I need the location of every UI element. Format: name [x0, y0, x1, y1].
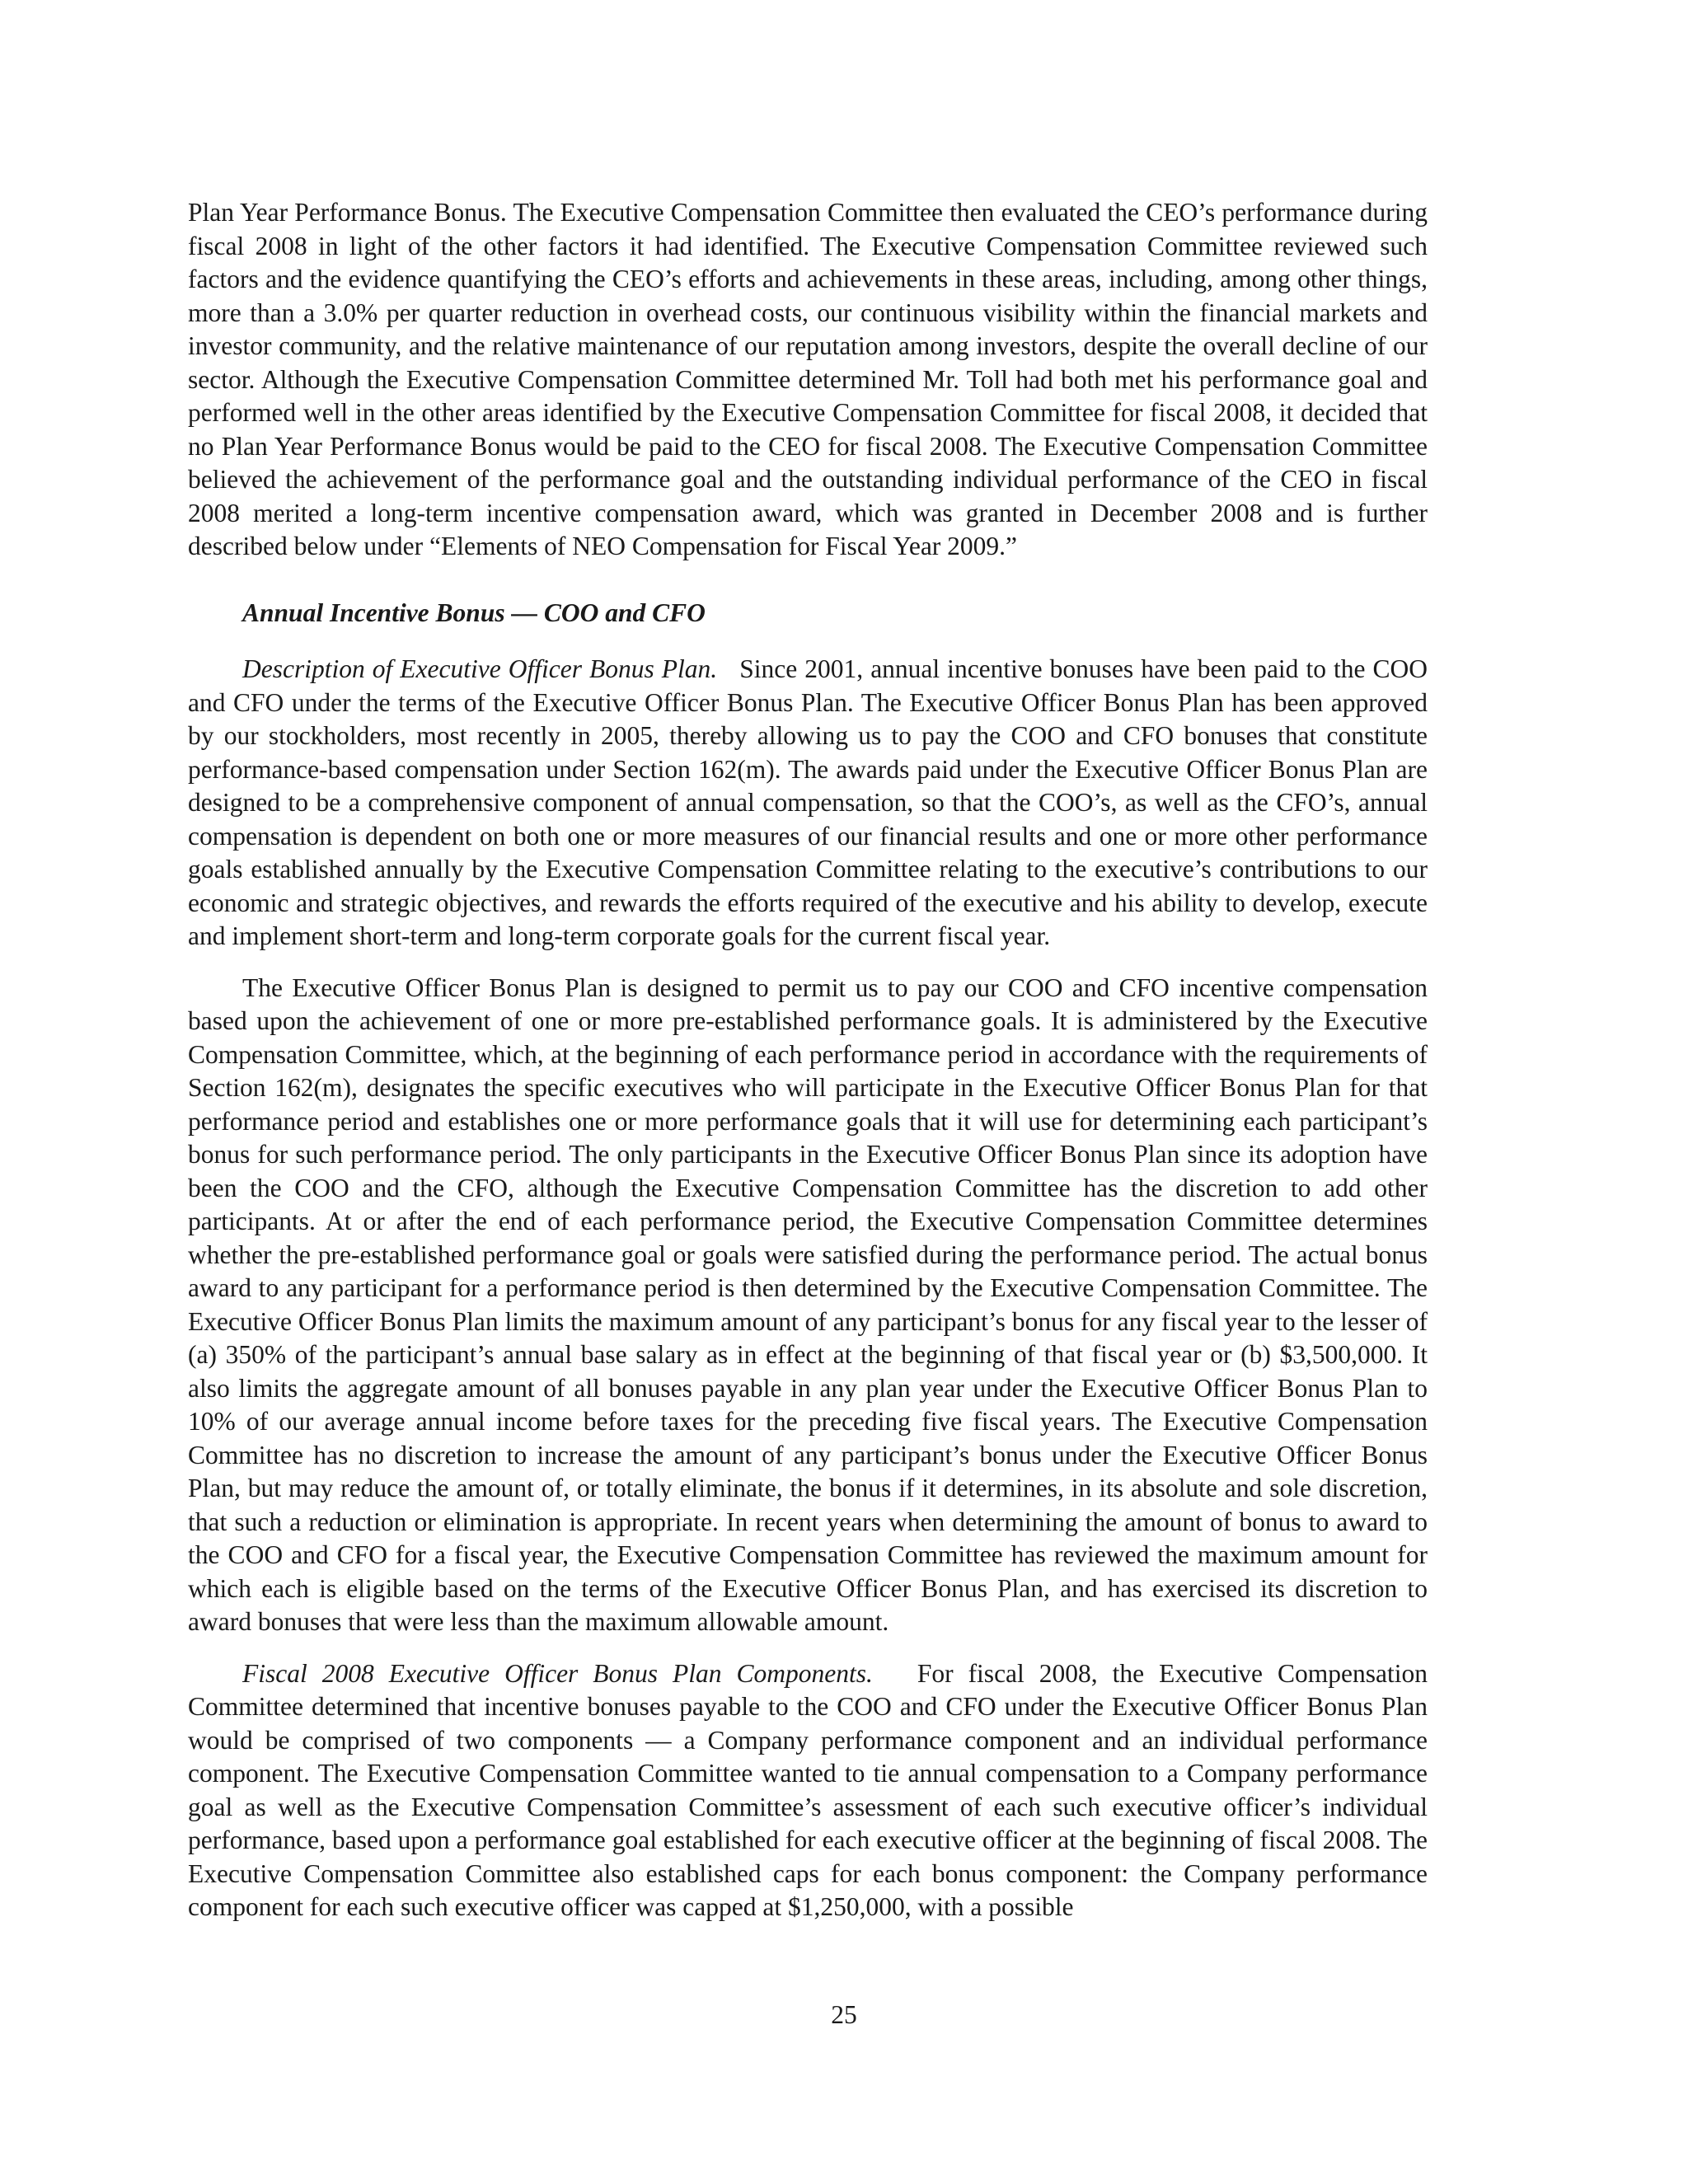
- section-heading: Annual Incentive Bonus — COO and CFO: [242, 598, 706, 627]
- document-page: [188, 196, 1428, 1924]
- paragraph-body: For fiscal 2008, the Executive Compensation Committee determined that incentive bonuses payable to the COO and CFO under the Executive Officer Bonus Plan would be comprised of two components — a Company performance component and an individual performance component. The Executive Compensation Committee wanted to tie annual compensation to a Company performance goal as well as the Executive Compensation Committee’s assessment of each such executive officer’s individual performance, based upon a performance goal established for each executive officer at the beginning of fiscal 2008. The Executive Compensation Committee also established caps for each bonus component: the Company performance component for each such executive officer was capped at $1,250,000, with a possible: [188, 1658, 1428, 1921]
- paragraph-bonus-plan-description: [188, 653, 1428, 954]
- paragraph-plan-year-bonus: Plan Year Performance Bonus. The Executive Compensation Committee then evaluated the CEO’s performance during fiscal 2008 in light of the other factors it had identified. The Executive Compensation Committee reviewed such factors and the evidence quantifying the CEO’s efforts and achievements in these areas, including, among other things, more than a 3.0% per quarter reduction in overhead costs, our continuous visibility within the financial markets and investor community, and the relative maintenance of our reputation among investors, despite the overall decline of our sector. Although the Executive Compensation Committee determined Mr. Toll had both met his performance goal and performed well in the other areas identified by the Executive Compensation Committee for fiscal 2008, it decided that no Plan Year Performance Bonus would be paid to the CEO for fiscal 2008. The Executive Compensation Committee believed the achievement of the performance goal and the outstanding individual performance of the CEO in fiscal 2008 merited a long-term incentive compensation award, which was granted in December 2008 and is further described below under “Elements of NEO Compensation for Fiscal Year 2009.”: [188, 198, 1428, 560]
- paragraph-lead-heading: Fiscal 2008 Executive Officer Bonus Plan Components.: [242, 1658, 873, 1688]
- paragraph-fiscal-2008-components: [188, 1657, 1428, 1924]
- paragraph-lead-heading: Description of Executive Officer Bonus Plan.: [242, 654, 718, 683]
- paragraph-body: Since 2001, annual incentive bonuses have been paid to the COO and CFO under the terms of the Executive Officer Bonus Plan. The Executive Officer Bonus Plan has been approved by our stockholders, most recently in 2005, thereby allowing us to pay the COO and CFO bonuses that constitute performance-based compensation under Section 162(m). The awards paid under the Executive Officer Bonus Plan are designed to be a comprehensive component of annual compensation, so that the COO’s, as well as the CFO’s, annual compensation is dependent on both one or more measures of our financial results and one or more other performance goals established annually by the Executive Compensation Committee relating to the executive’s contributions to our economic and strategic objectives, and rewards the efforts required of the executive and his ability to develop, execute and implement short-term and long-term corporate goals for the current fiscal year.: [188, 654, 1428, 950]
- paragraph-bonus-plan-administration: The Executive Officer Bonus Plan is designed to permit us to pay our COO and CFO incentive compensation based upon the achievement of one or more pre-established performance goals. It is administered by the Executive Compensation Committee, which, at the beginning of each performance period in accordance with the requirements of Section 162(m), designates the specific executives who will participate in the Executive Officer Bonus Plan for that performance period and establishes one or more performance goals that it will use for determining each participant’s bonus for such performance period. The only participants in the Executive Officer Bonus Plan since its adoption have been the COO and the CFO, although the Executive Compensation Committee has the discretion to add other participants. At or after the end of each performance period, the Executive Compensation Committee determines whether the pre-established performance goal or goals were satisfied during the performance period. The actual bonus award to any participant for a performance period is then determined by the Executive Compensation Committee. The Executive Officer Bonus Plan limits the maximum amount of any participant’s bonus for any fiscal year to the lesser of (a) 350% of the participant’s annual base salary as in effect at the beginning of that fiscal year or (b) $3,500,000. It also limits the aggregate amount of all bonuses payable in any plan year under the Executive Officer Bonus Plan to 10% of our average annual income before taxes for the preceding five fiscal years. The Executive Compensation Committee has no discretion to increase the amount of any participant’s bonus under the Executive Officer Bonus Plan, but may reduce the amount of, or totally eliminate, the bonus if it determines, in its absolute and sole discretion, that such a reduction or elimination is appropriate. In recent years when determining the amount of bonus to award to the COO and CFO for a fiscal year, the Executive Compensation Committee has reviewed the maximum amount for which each is eligible based on the terms of the Executive Officer Bonus Plan, and has exercised its discretion to award bonuses that were less than the maximum allowable amount.: [188, 972, 1428, 1636]
- page-number: 25: [831, 2000, 857, 2029]
